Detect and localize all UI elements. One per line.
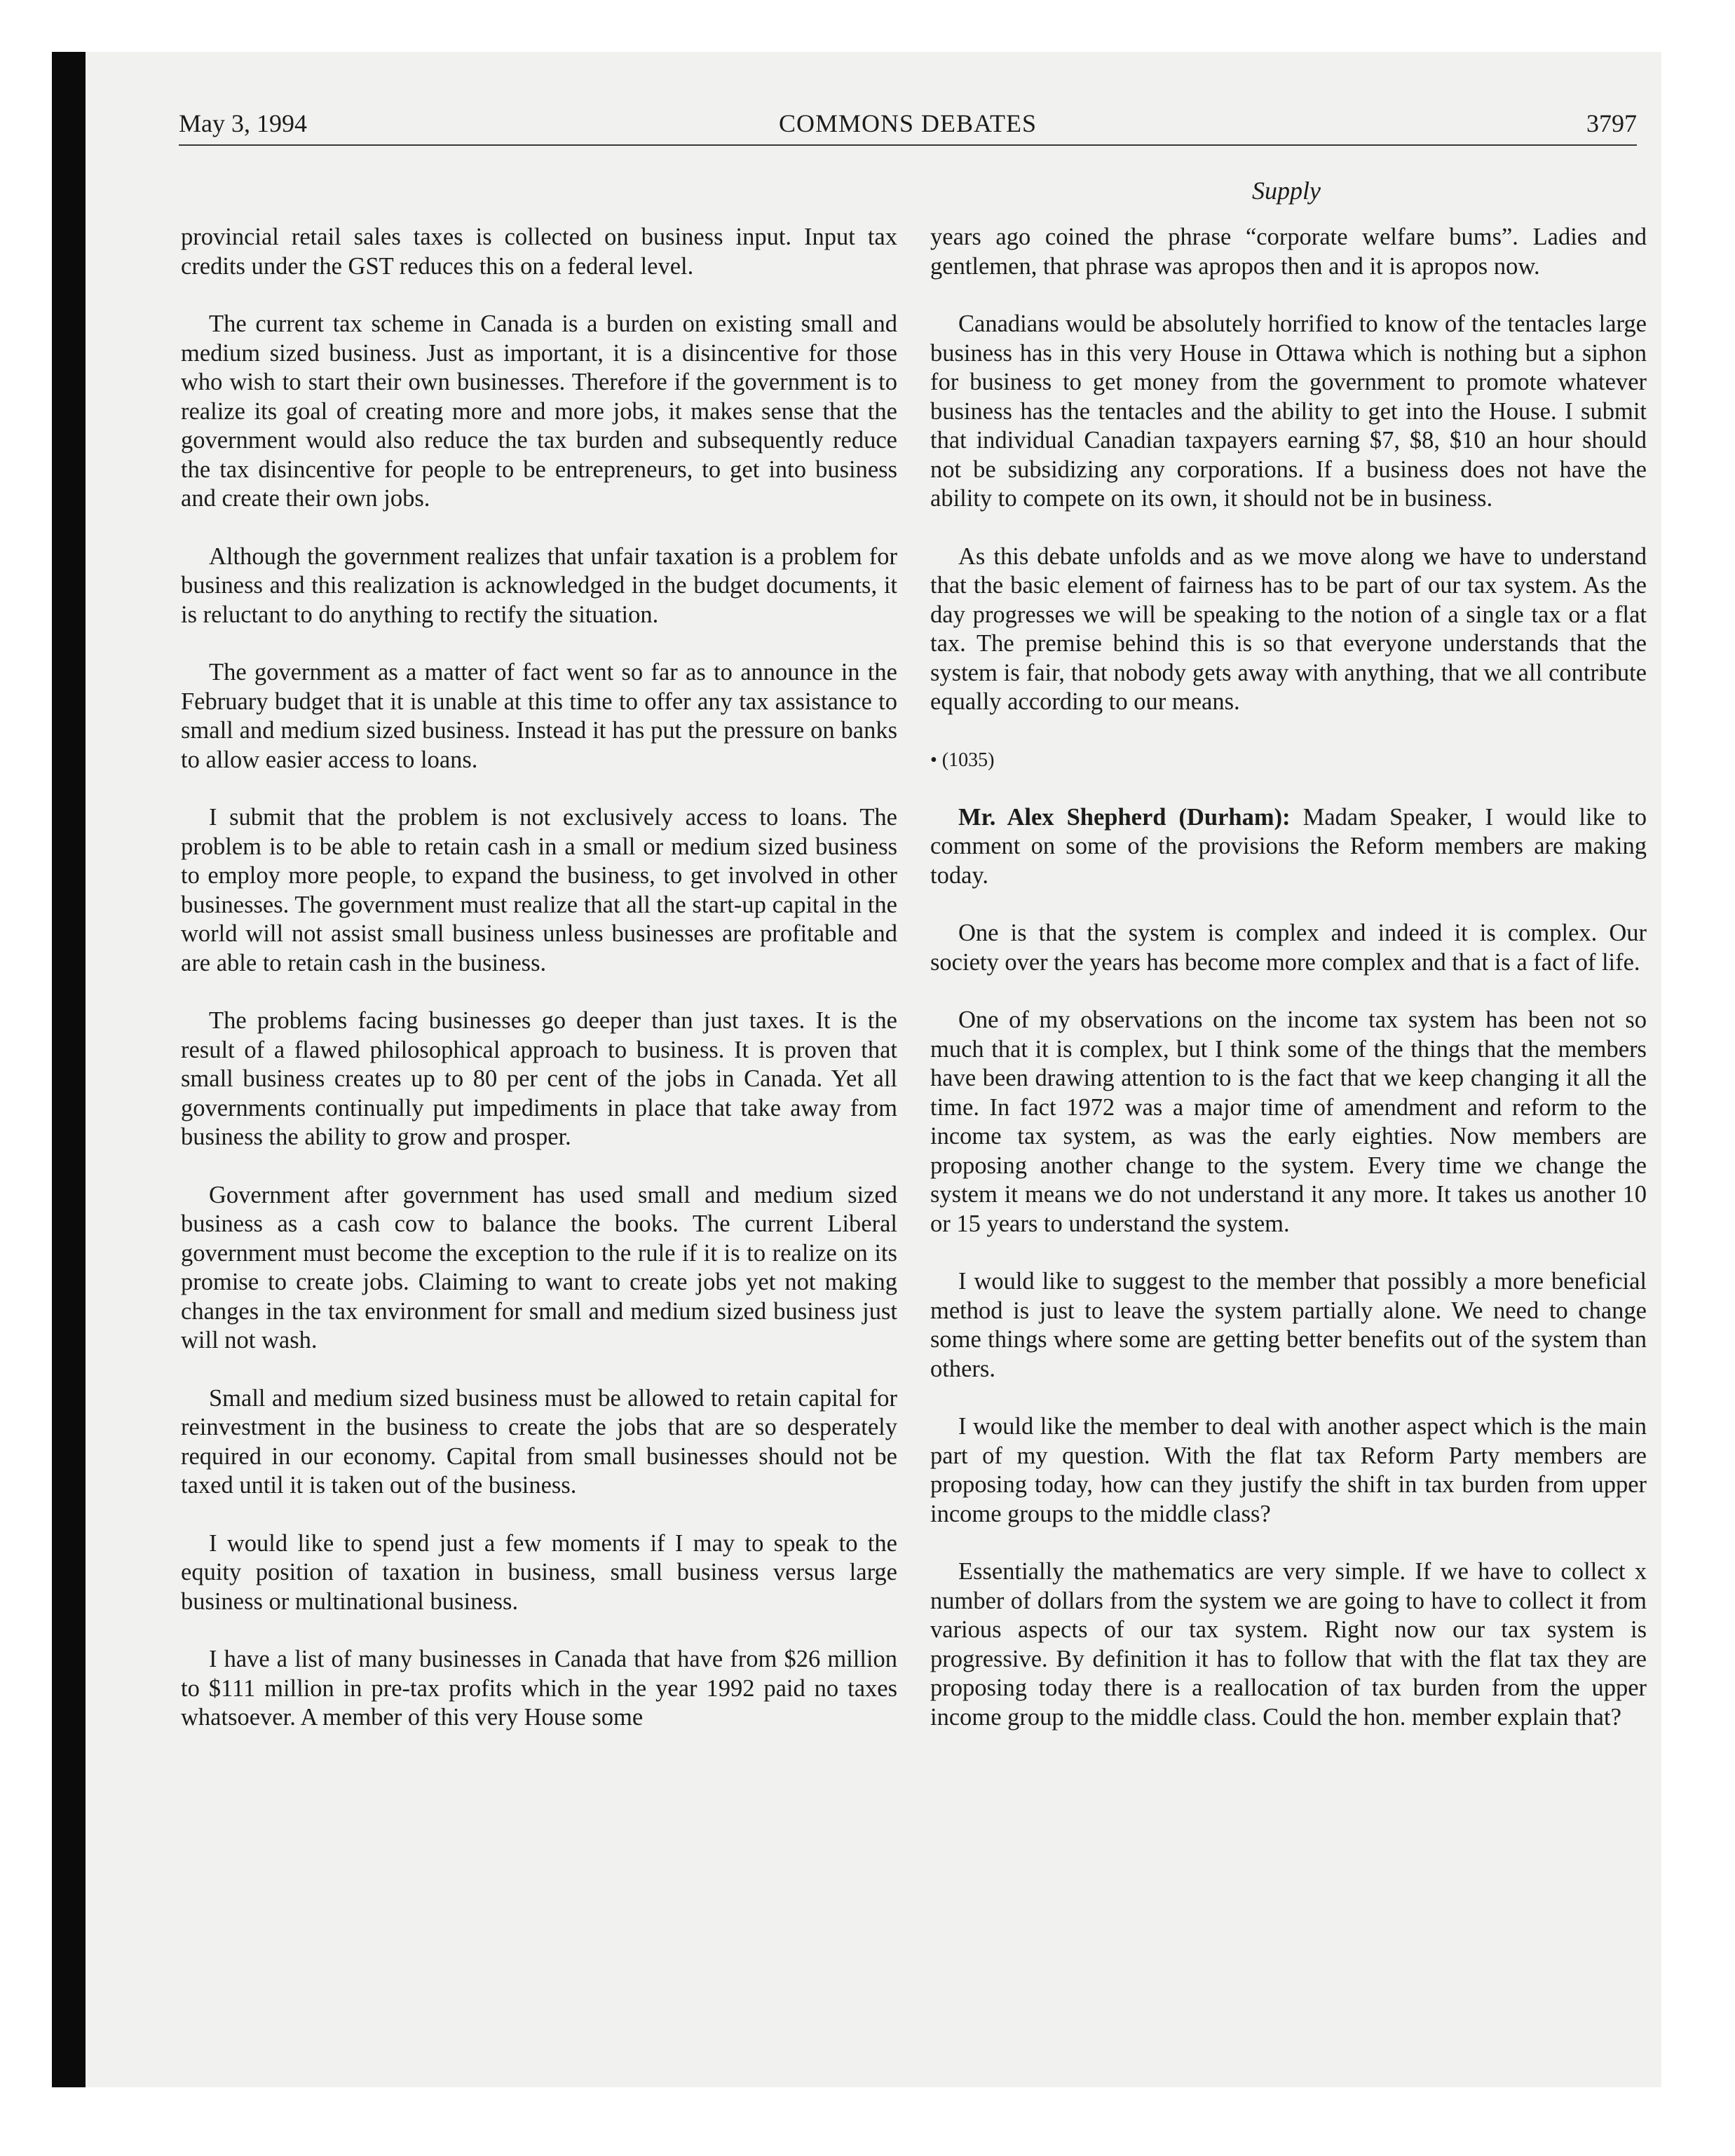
paragraph: I submit that the problem is not exclusively access to loans. The problem is to be able to retain cash in a small or medium sized business to employ more people, to expand the business, to get involved in other businesses. The government must realize that all the start-up capital in the world will not assist small business unless businesses are profitable and are able to retain cash in the business. <box>181 804 897 976</box>
header-page-number: 3797 <box>1586 109 1637 137</box>
paragraph: Small and medium sized business must be allowed to retain capital for reinvestment in the business to create the jobs that are so desperately required in our economy. Capital from small businesses should not be taxed until it is taken out of the business. <box>181 1384 897 1499</box>
paragraph: I would like to suggest to the member that possibly a more beneficial method is just to leave the system partially alone. We need to change some things where some are getting better benefits out of the system than others. <box>930 1268 1647 1382</box>
paragraph: One is that the system is complex and indeed it is complex. Our society over the years has become more complex and that is a fact of life. <box>930 920 1647 976</box>
header-rule <box>179 144 1637 146</box>
time-marker: • (1035) <box>930 749 995 771</box>
paragraph: One of my observations on the income tax system has been not so much that it is complex, but I think some of the things that the members have been drawing attention to is the fact that we keep changing it all the time. In fact 1972 was a major time of amendment and reform to the income tax system, as was the early eighties. Now members are proposing another change to the system. Every time we change the system it means we do not understand it any more. It takes us another 10 or 15 years to understand the system. <box>930 1007 1647 1237</box>
left-column <box>181 223 897 1761</box>
speaker-paragraph <box>930 803 1647 891</box>
paragraph: As this debate unfolds and as we move along we have to understand that the basic element of fairness has to be part of our tax system. As the day progresses we will be speaking to the notion of a single tax or a flat tax. The premise behind this is so that everyone understands that the system is fair, that nobody gets away with anything, that we all contribute equally according to our means. <box>930 543 1647 715</box>
paragraph: years ago coined the phrase “corporate welfare bums”. Ladies and gentlemen, that phrase was apropos then and it is apropos now. <box>930 224 1647 280</box>
paragraph: Canadians would be absolutely horrified to know of the tentacles large business has in this very House in Ottawa which is nothing but a siphon for business to get money from the government to promote whatever business has the tentacles and the ability to get into the House. I submit that individual Canadian taxpayers earning $7, $8, $10 an hour should not be subsidizing any corporations. If a business does not have the ability to compete on its own, it should not be in business. <box>930 311 1647 512</box>
paragraph: I would like to spend just a few moments if I may to speak to the equity position of taxation in business, small business versus large business or multinational business. <box>181 1529 897 1615</box>
speaker-text: Madam Speaker, I would like to comment on some of the provisions the Reform members are making today. <box>930 803 1647 889</box>
speaker-name: Mr. Alex Shepherd (Durham): <box>958 803 1291 831</box>
binding-edge <box>52 52 86 2087</box>
paragraph: I have a list of many businesses in Canada that have from $26 million to $111 million in pre-tax profits which in the year 1992 paid no taxes whatsoever. A member of this very House some <box>181 1646 897 1731</box>
paragraph: provincial retail sales taxes is collected on business input. Input tax credits under the GST reduces this on a federal level. <box>181 224 897 280</box>
paragraph: Essentially the mathematics are very simple. If we have to collect x number of dollars from the system we are going to have to collect it from various aspects of our tax system. Right now our tax system is progressive. By definition it has to follow that with the flat tax they are proposing today there is a reallocation of tax burden from the upper income group to the middle class. Could the hon. member explain that? <box>930 1558 1647 1731</box>
page-header <box>179 105 1637 142</box>
header-date: May 3, 1994 <box>179 109 307 137</box>
paragraph: I would like the member to deal with another aspect which is the main part of my question. With the flat tax Reform Party members are proposing today, how can they justify the shift in tax burden from upper income groups to the middle class? <box>930 1413 1647 1527</box>
right-column <box>930 223 1647 1761</box>
paragraph: The government as a matter of fact went so far as to announce in the February budget that it is unable at this time to offer any tax assistance to small and medium sized business. Instead it has put the pressure on banks to allow easier access to loans. <box>181 659 897 773</box>
header-title: COMMONS DEBATES <box>778 109 1037 137</box>
paragraph: Government after government has used small and medium sized business as a cash cow to balance the books. The current Liberal government must become the exception to the rule if it is to realize on its promise to create jobs. Claiming to want to create jobs yet not making changes in the tax environment for small and medium sized business just will not wash. <box>181 1181 897 1353</box>
section-label: Supply <box>1252 177 1321 205</box>
paragraph: The current tax scheme in Canada is a burden on existing small and medium sized business. Just as important, it is a disincentive for those who wish to start their own businesses. Therefore if the government is to realize its goal of creating more and more jobs, it makes sense that the government would also reduce the tax burden and subsequently reduce the tax disincentive for people to be entrepreneurs, to get into business and create their own jobs. <box>181 311 897 512</box>
paragraph: Although the government realizes that unfair taxation is a problem for business and this realization is acknowledged in the budget documents, it is reluctant to do anything to rectify the situation. <box>181 543 897 628</box>
paragraph: The problems facing businesses go deeper than just taxes. It is the result of a flawed philosophical approach to business. It is proven that small business creates up to 80 per cent of the jobs in Canada. Yet all governments continually put impediments in place that take away from business the ability to grow and prosper. <box>181 1007 897 1150</box>
